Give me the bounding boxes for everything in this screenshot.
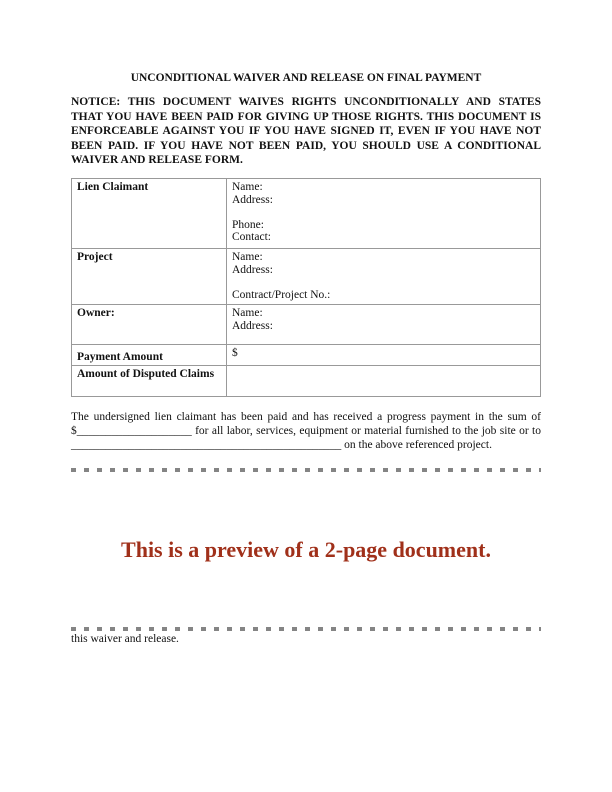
project-contract-no: Contract/Project No.: [232,288,331,301]
project-cell [227,249,541,305]
payment-paragraph: The undersigned lien claimant has been paid and has received a progress payment in the sum of $____________________ for all labor, services, equipment or material furnished to the job site or to _______________________________________________ on the above referenced project. [71,411,541,451]
lien-claimant-label: Lien Claimant [72,179,227,249]
document-title: UNCONDITIONAL WAIVER AND RELEASE ON FINAL PAYMENT [130,72,482,84]
project-label: Project [72,249,227,305]
owner-name: Name: [232,307,263,319]
lien-claimant-contact: Contact: [232,231,271,243]
waiver-info-table [71,178,541,397]
notice-text: NOTICE: THIS DOCUMENT WAIVES RIGHTS UNCONDITIONALLY AND STATES THAT YOU HAVE BEEN PAID FOR GIVING UP THOSE RIGHTS. THIS DOCUMENT IS ENFORCEABLE AGAINST YOU IF YOU HAVE SIGNED IT, EVEN IF YOU HAVE NOT BEEN PAID. IF YOU HAVE NOT BEEN PAID, YOU SHOULD USE A CONDITIONAL WAIVER AND RELEASE FORM. [71,96,541,166]
payment-amount-label: Payment Amount [72,345,227,366]
owner-cell [227,305,541,345]
preview-banner: This is a preview of a 2-page document. [121,537,491,562]
project-address: Address: [232,263,273,276]
disputed-claims-label: Amount of Disputed Claims [72,366,227,397]
lien-claimant-phone: Phone: [232,218,264,231]
owner-label: Owner: [72,305,227,345]
owner-address: Address: [232,319,273,332]
project-name: Name: [232,251,263,263]
disputed-claims-value [227,366,541,397]
closing-text: this waiver and release. [71,633,179,645]
lien-claimant-cell [227,179,541,249]
lien-claimant-address: Address: [232,193,273,206]
truncated-line [71,468,541,472]
truncated-line [71,627,541,631]
lien-claimant-name: Name: [232,181,263,193]
payment-amount-value: $ [227,345,541,366]
